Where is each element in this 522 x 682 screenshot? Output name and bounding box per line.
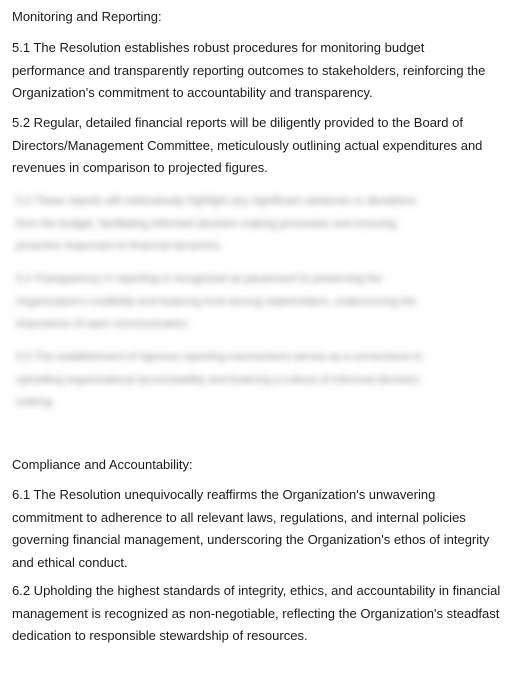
paragraph-line: Organization's commitment to accountability and transparency. xyxy=(12,85,373,100)
paragraph-line: governing financial management, underscoring the Organization's ethos of integrity xyxy=(12,532,490,547)
paragraph-line: Directors/Management Committee, meticulously outlining actual expenditures and xyxy=(12,137,483,153)
paragraph-line: making. xyxy=(16,396,55,408)
paragraph-line: revenues in comparison to projected figures. xyxy=(12,160,268,175)
paragraph-line: 5.3 These reports will meticulously highlight any significant variances or deviations xyxy=(16,195,417,207)
paragraph-line: 5.4 Transparency in reporting is recognized as paramount to preserving the xyxy=(16,273,383,285)
paragraph-line: upholding organizational accountability and fostering a culture of informed decision- xyxy=(16,373,423,386)
paragraph-line: Organization's credibility and fostering trust among stakeholders, underscoring the xyxy=(16,295,417,308)
blurred-paragraph-5-4 xyxy=(16,268,514,336)
paragraph-6-2 xyxy=(12,580,504,648)
blurred-paragraph-5-5 xyxy=(16,346,514,414)
paragraph-line: dedication to responsible stewardship of resources. xyxy=(12,628,308,643)
section-heading-compliance: Compliance and Accountability: xyxy=(12,457,193,472)
blurred-paragraph-5-3 xyxy=(16,190,514,258)
paragraph-5-2 xyxy=(12,112,504,180)
paragraph-line: 6.2 Upholding the highest standards of integrity, ethics, and accountability in financial xyxy=(12,583,501,598)
paragraph-line: management is recognized as non-negotiable, reflecting the Organization's steadfast xyxy=(12,605,500,621)
paragraph-line: from the budget, facilitating informed decision-making processes and ensuring xyxy=(16,217,397,230)
paragraph-line: 5.1 The Resolution establishes robust procedures for monitoring budget xyxy=(12,40,425,55)
paragraph-line: proactive responses to financial dynamics. xyxy=(16,240,223,252)
paragraph-line: 5.5 The establishment of rigorous reporting mechanisms serves as a cornerstone in xyxy=(16,351,423,363)
paragraph-6-1 xyxy=(12,484,504,574)
paragraph-line: performance and transparently reporting outcomes to stakeholders, reinforcing the xyxy=(12,62,486,78)
paragraph-5-1 xyxy=(12,37,504,105)
paragraph-line: and ethical conduct. xyxy=(12,554,128,570)
section-heading-monitoring: Monitoring and Reporting: xyxy=(12,9,162,24)
paragraph-line: commitment to adherence to all relevant laws, regulations, and internal policies xyxy=(12,509,466,525)
paragraph-line: 6.1 The Resolution unequivocally reaffirms the Organization's unwavering xyxy=(12,487,436,502)
paragraph-line: 5.2 Regular, detailed financial reports will be diligently provided to the Board of xyxy=(12,115,463,130)
paragraph-line: importance of open communication. xyxy=(16,318,191,330)
